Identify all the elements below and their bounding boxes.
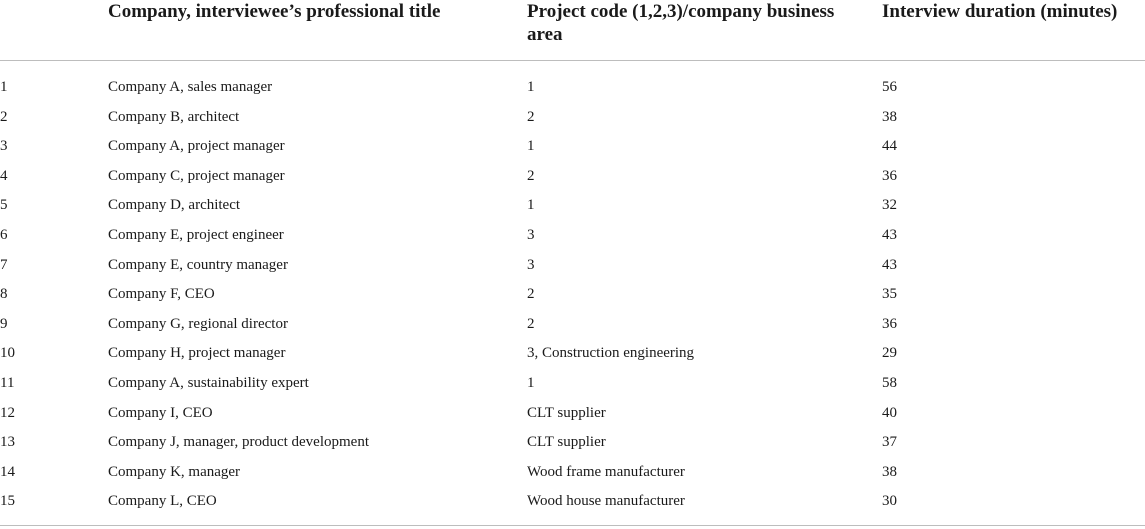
- company-title-cell: Company B, architect: [108, 108, 240, 125]
- header-project-code: Project code (1,2,3)/company business area: [527, 1, 835, 45]
- project-code-cell: CLT supplier: [527, 434, 606, 451]
- table-row: [0, 374, 1145, 404]
- project-code-cell: 1: [527, 138, 535, 155]
- row-index: 2: [0, 108, 8, 125]
- table-row: [0, 463, 1145, 493]
- row-index: 1: [0, 79, 8, 95]
- table-row: [0, 137, 1145, 167]
- company-title-cell: Company K, manager: [108, 463, 241, 480]
- project-code-cell: 2: [527, 108, 535, 125]
- company-title-cell: Company C, project manager: [108, 167, 285, 184]
- duration-cell: 56: [882, 79, 897, 95]
- table-row: [0, 226, 1145, 256]
- duration-cell: 58: [882, 375, 897, 391]
- duration-cell: 32: [882, 197, 897, 214]
- duration-cell: 43: [882, 256, 897, 273]
- company-title-cell: Company A, sales manager: [108, 79, 273, 95]
- project-code-cell: 3, Construction engineering: [527, 345, 695, 362]
- company-title-cell: Company G, regional director: [108, 315, 288, 332]
- header-company-title: Company, interviewee’s professional title: [108, 1, 441, 22]
- row-index: 12: [0, 404, 15, 421]
- header-interview-duration: Interview duration (minutes): [882, 1, 1118, 22]
- company-title-cell: Company A, sustainability expert: [108, 375, 309, 391]
- project-code-cell: 3: [527, 256, 535, 273]
- duration-cell: 29: [882, 345, 897, 362]
- duration-cell: 36: [882, 315, 897, 332]
- row-index: 14: [0, 463, 15, 480]
- row-index: 13: [0, 434, 15, 451]
- project-code-cell: CLT supplier: [527, 404, 606, 421]
- table-row: [0, 196, 1145, 226]
- project-code-cell: 2: [527, 167, 535, 184]
- duration-cell: 30: [882, 493, 897, 510]
- company-title-cell: Company F, CEO: [108, 286, 215, 303]
- table-row: [0, 256, 1145, 286]
- row-index: 7: [0, 256, 8, 273]
- company-title-cell: Company E, project engineer: [108, 227, 284, 243]
- table-row: [0, 344, 1145, 374]
- project-code-cell: 1: [527, 375, 535, 391]
- table-row: [0, 108, 1145, 138]
- table-row: [0, 78, 1145, 108]
- project-code-cell: Wood house manufacturer: [527, 493, 685, 510]
- duration-cell: 38: [882, 463, 897, 480]
- duration-cell: 38: [882, 108, 897, 125]
- duration-cell: 36: [882, 167, 897, 184]
- row-index: 15: [0, 493, 15, 510]
- row-index: 11: [0, 375, 15, 391]
- duration-cell: 37: [882, 434, 897, 451]
- project-code-cell: 1: [527, 79, 535, 95]
- row-index: 6: [0, 227, 8, 243]
- table-row: [0, 167, 1145, 197]
- row-index: 5: [0, 197, 8, 214]
- row-index: 4: [0, 167, 8, 184]
- duration-cell: 44: [882, 138, 897, 155]
- company-title-cell: Company H, project manager: [108, 345, 286, 362]
- table-row: [0, 492, 1145, 522]
- company-title-cell: Company E, country manager: [108, 256, 288, 273]
- duration-cell: 35: [882, 286, 897, 303]
- table-row: [0, 404, 1145, 434]
- company-title-cell: Company D, architect: [108, 197, 241, 214]
- table-row: [0, 433, 1145, 463]
- row-index: 9: [0, 315, 8, 332]
- company-title-cell: Company L, CEO: [108, 493, 217, 510]
- table-row: [0, 285, 1145, 315]
- company-title-cell: Company A, project manager: [108, 138, 285, 155]
- table-bottom-rule: [0, 525, 1145, 526]
- row-index: 3: [0, 138, 8, 155]
- project-code-cell: 2: [527, 286, 535, 303]
- project-code-cell: Wood frame manufacturer: [527, 463, 685, 480]
- table-row: [0, 315, 1145, 345]
- project-code-cell: 3: [527, 227, 535, 243]
- company-title-cell: Company I, CEO: [108, 404, 213, 421]
- project-code-cell: 2: [527, 315, 535, 332]
- duration-cell: 40: [882, 404, 897, 421]
- company-title-cell: Company J, manager, product development: [108, 434, 369, 451]
- table-header: [0, 0, 1145, 61]
- row-index: 10: [0, 345, 15, 362]
- row-index: 8: [0, 286, 8, 303]
- project-code-cell: 1: [527, 197, 535, 214]
- duration-cell: 43: [882, 227, 897, 243]
